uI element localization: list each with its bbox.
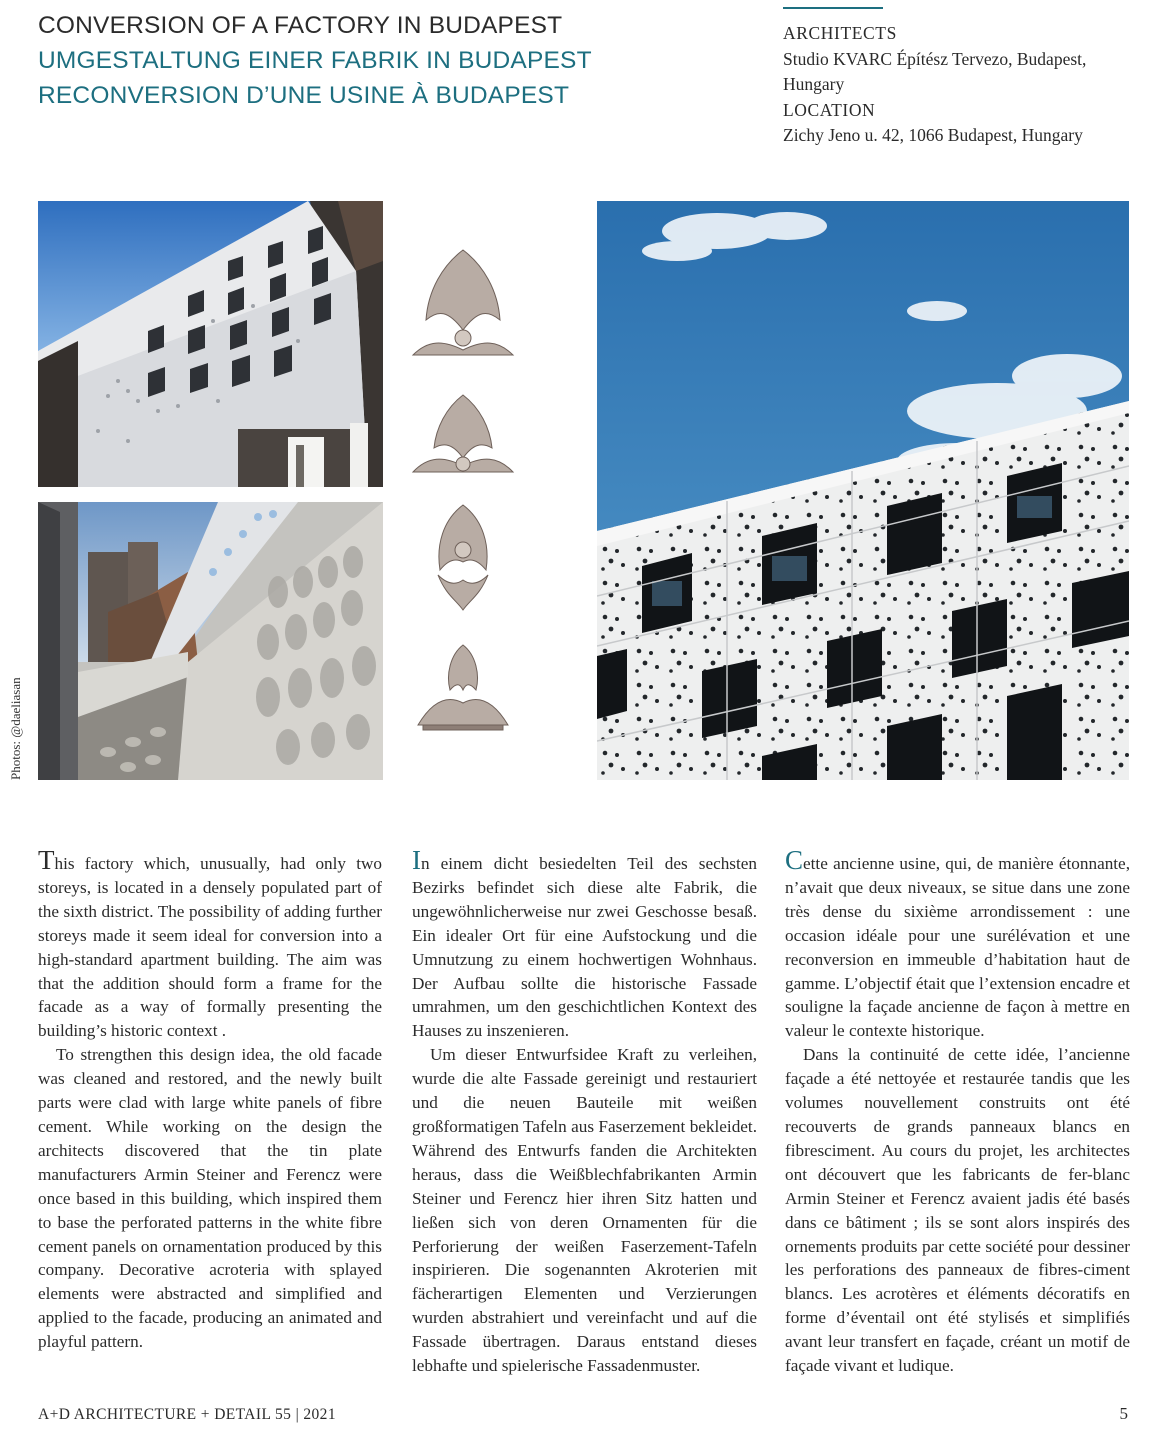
body-column-french [785,845,1130,1378]
acroterion-ornament-4 [418,645,508,730]
footer-publication: A+D ARCHITECTURE + DETAIL 55 | 2021 [38,1406,336,1423]
photo-credit: Photos: @daeliasan [8,677,23,780]
paragraph-2: To strengthen this design idea, the old facade was cleaned and restored, and the newly built parts were clad with large white panels of fibre cement. While working on the design the architects discovered that the tin plate manufacturers Armin Steiner and Ferencz were once based in this building, which inspired them to base the perforated patterns in the white fibre cement panels on ornamentation produced by this company. Decorative acroteria with splayed elements were abstracted and simplified and applied to the facade, producing an animated and playful pattern. [38,1045,382,1352]
drop-cap: T [38,845,55,875]
title-french: RECONVERSION D’UNE USINE À BUDAPEST [38,82,570,109]
acroterion-ornament-2 [413,395,513,472]
body-column-german [412,845,757,1378]
paragraph-text: his factory which, unusually, had only two storeys, is located in a densely populated part of the sixth district. The possibility of adding further storeys made it seem ideal for conversion into a high-standard apartment building. The aim was that the addition should form a frame for the facade as a way of formally presenting the building’s historic context . [38,854,382,1041]
title-block [38,8,738,113]
title-german: UMGESTALTUNG EINER FABRIK IN BUDAPEST [38,47,592,74]
paragraph-1 [412,845,757,1043]
project-credits [783,0,1123,149]
accent-rule [783,7,883,9]
drop-cap: I [412,845,421,875]
location-label: LOCATION [783,99,876,120]
architects-label: ARCHITECTS [783,23,897,43]
paragraph-text: ette ancienne usine, qui, de manière étonnante, n’avait que deux niveaux, se situe dans une zone très dense du sixième arrondissement : une occasion idéale pour une surélévation et une reconversion en immeuble d’habitation haut de gamme. L’objectif était que l’extension encadre et souligne la façade ancienne de façon à mettre en valeur le contexte historique. [785,854,1130,1041]
drop-cap: C [785,845,804,875]
perforated-facade-photo [597,201,1129,780]
body-column-english [38,845,382,1354]
page-number: 5 [1119,1404,1128,1423]
paragraph-2: Um dieser Entwurfsidee Kraft zu verleihen, wurde die alte Fassade gereinigt und restauriert und die neuen Bauteile mit weißen großformatigen Tafeln aus Faserzement bekleidet. Während des Entwurfs fanden die Architekten heraus, dass die Weißblechfabrikanten Armin Steiner und Ferencz hier ihren Sitz hatten und ließen sich von deren Ornamenten für die Perforierung der weißen Faserzement-Tafeln inspirieren. Die sogenannten Akroterien mit fächerartigen Elementen und Verzierungen wurden abstrahiert und vereinfacht und auf die Fassade übertragen. Daraus entstand dieses lebhafte und spielerische Fassadenmuster. [412,1045,757,1376]
location-value: Zichy Jeno u. 42, 1066 Budapest, Hungary [783,125,1083,145]
ornament-column [408,240,518,740]
title-english: CONVERSION OF A FACTORY IN BUDAPEST [38,12,563,39]
architects-line-1: Studio KVARC Építész Tervezo, Budapest, [783,48,1087,69]
facade-photo [38,201,383,487]
paragraph-1 [38,845,382,1043]
architects-line-2: Hungary [783,74,845,94]
acroterion-ornament-1 [413,250,513,355]
paragraph-1 [785,845,1130,1043]
paragraph-2: Dans la continuité de cette idée, l’ancienne façade a été nettoyée et restaurée tandis que les volumes nouvellement construits ont été recouverts de grands panneaux blancs en fibresciment. Au cours du projet, les architectes ont découvert que les fabricants de fer-blanc Armin Steiner et Ferencz avaient jadis été basés dans ce bâtiment ; ils se sont alors inspirés des ornements produits par cette société pour dessiner les perforations des panneaux de fibres-ciment blancs. Les acrotères et éléments décoratifs en forme d’éventail ont été stylisés et simplifiés avant leur transfert en façade, créant un motif de façade vivant et ludique. [785,1045,1130,1376]
paragraph-text: n einem dicht besiedelten Teil des sechsten Bezirks befindet sich diese alte Fabrik, die ungewöhnlicherweise nur zwei Geschosse besaß. Ein idealer Ort für eine Aufstockung und die Umnutzung zu einem hochwertigen Wohnhaus. Der Aufbau sollte die historische Fassade umrahmen, um den geschichtlichen Kontext des Hauses zu inszenieren. [412,854,757,1041]
acroterion-ornament-3 [438,505,488,610]
balcony-photo [38,502,383,780]
